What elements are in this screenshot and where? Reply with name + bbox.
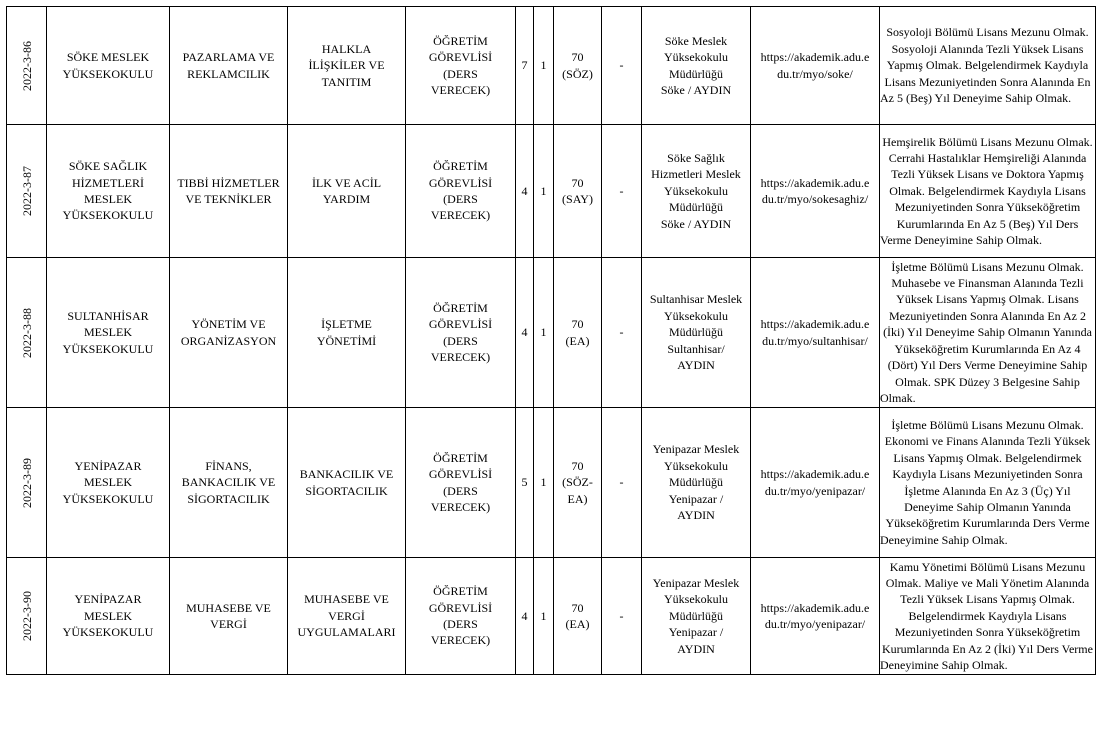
title-cell: ÖĞRETİM GÖREVLİSİ (DERS VERECEK) bbox=[406, 258, 516, 408]
department-cell: MUHASEBE VE VERGİ bbox=[170, 558, 288, 675]
posting-code: 2022-3-88 bbox=[19, 307, 34, 358]
ales-cell: 70 (EA) bbox=[554, 558, 602, 675]
grade-cell: 4 bbox=[516, 558, 534, 675]
table-row bbox=[7, 408, 1096, 558]
other-cell: - bbox=[602, 408, 642, 558]
title-cell: ÖĞRETİM GÖREVLİSİ (DERS VERECEK) bbox=[406, 408, 516, 558]
table-row bbox=[7, 7, 1096, 125]
office-cell: Yenipazar Meslek Yüksekokulu Müdürlüğü Yenipazar / AYDIN bbox=[642, 558, 751, 675]
ales-cell: 70 (SAY) bbox=[554, 125, 602, 258]
posting-code-cell bbox=[7, 125, 47, 258]
ales-cell: 70 (SÖZ- EA) bbox=[554, 408, 602, 558]
posting-code-cell bbox=[7, 558, 47, 675]
job-postings-table bbox=[6, 6, 1096, 675]
posting-code: 2022-3-89 bbox=[19, 457, 34, 508]
url-cell[interactable]: https://akademik.adu.e du.tr/myo/soke/ bbox=[751, 7, 880, 125]
table-row bbox=[7, 125, 1096, 258]
count-cell: 1 bbox=[534, 125, 554, 258]
posting-code: 2022-3-90 bbox=[19, 591, 34, 641]
posting-code-cell bbox=[7, 258, 47, 408]
url-cell[interactable]: https://akademik.adu.e du.tr/myo/yenipazar/ bbox=[751, 558, 880, 675]
grade-cell: 7 bbox=[516, 7, 534, 125]
program-cell: MUHASEBE VE VERGİ UYGULAMALARI bbox=[288, 558, 406, 675]
posting-code-cell bbox=[7, 7, 47, 125]
url-cell[interactable]: https://akademik.adu.e du.tr/myo/yenipazar/ bbox=[751, 408, 880, 558]
other-cell: - bbox=[602, 125, 642, 258]
unit-cell: YENİPAZAR MESLEK YÜKSEKOKULU bbox=[47, 408, 170, 558]
requirements-cell: Sosyoloji Bölümü Lisans Mezunu Olmak. Sosyoloji Alanında Tezli Yüksek Lisans Yapmış Olmak. Belgelendirmek Kaydıyla Lisans Mezuniyetinden Sonra Alanında En Az 5 (Beş) Yıl Deneyime Sahip Olmak. bbox=[880, 7, 1096, 125]
posting-code: 2022-3-86 bbox=[19, 40, 34, 91]
title-cell: ÖĞRETİM GÖREVLİSİ (DERS VERECEK) bbox=[406, 125, 516, 258]
url-cell[interactable]: https://akademik.adu.e du.tr/myo/sultanhisar/ bbox=[751, 258, 880, 408]
office-cell: Söke Meslek Yüksekokulu Müdürlüğü Söke / AYDIN bbox=[642, 7, 751, 125]
office-cell: Yenipazar Meslek Yüksekokulu Müdürlüğü Yenipazar / AYDIN bbox=[642, 408, 751, 558]
department-cell: YÖNETİM VE ORGANİZASYON bbox=[170, 258, 288, 408]
requirements-cell: İşletme Bölümü Lisans Mezunu Olmak. Ekonomi ve Finans Alanında Tezli Yüksek Lisans Yapmış Olmak. Belgelendirmek Kaydıyla Lisans Mezuniyetinden Sonra İşletme Alanında En Az 3 (Üç) Yıl Deneyime Sahip Olmanın Yanında Yükseköğretim Kurumlarında Ders Verme Deneyimine Sahip Olmak. bbox=[880, 408, 1096, 558]
count-cell: 1 bbox=[534, 7, 554, 125]
url-cell[interactable]: https://akademik.adu.e du.tr/myo/sokesaghiz/ bbox=[751, 125, 880, 258]
program-cell: HALKLA İLİŞKİLER VE TANITIM bbox=[288, 7, 406, 125]
program-cell: İŞLETME YÖNETİMİ bbox=[288, 258, 406, 408]
other-cell: - bbox=[602, 7, 642, 125]
department-cell: FİNANS, BANKACILIK VE SİGORTACILIK bbox=[170, 408, 288, 558]
requirements-cell: Kamu Yönetimi Bölümü Lisans Mezunu Olmak. Maliye ve Mali Yönetim Alanında Tezli Yüksek Lisans Yapmış Olmak. Belgelendirmek Kaydıyla Lisans Mezuniyetinden Sonra Yükseköğretim Kurumlarında En Az 2 (İki) Yıl Ders Verme Deneyimine Sahip Olmak. bbox=[880, 558, 1096, 675]
unit-cell: SULTANHİSAR MESLEK YÜKSEKOKULU bbox=[47, 258, 170, 408]
other-cell: - bbox=[602, 558, 642, 675]
grade-cell: 4 bbox=[516, 125, 534, 258]
count-cell: 1 bbox=[534, 258, 554, 408]
grade-cell: 4 bbox=[516, 258, 534, 408]
ales-cell: 70 (EA) bbox=[554, 258, 602, 408]
program-cell: İLK VE ACİL YARDIM bbox=[288, 125, 406, 258]
department-cell: TIBBİ HİZMETLER VE TEKNİKLER bbox=[170, 125, 288, 258]
unit-cell: SÖKE MESLEK YÜKSEKOKULU bbox=[47, 7, 170, 125]
grade-cell: 5 bbox=[516, 408, 534, 558]
table-row bbox=[7, 258, 1096, 408]
requirements-cell: Hemşirelik Bölümü Lisans Mezunu Olmak. Cerrahi Hastalıklar Hemşireliği Alanında Tezli Yüksek Lisans ve Doktora Yapmış Olmak. Belgelendirmek Kaydıyla Lisans Mezuniyetinden Sonra Yükseköğretim Kurumlarında En Az 5 (Beş) Yıl Ders Verme Deneyimine Sahip Olmak. bbox=[880, 125, 1096, 258]
table-row bbox=[7, 558, 1096, 675]
unit-cell: YENİPAZAR MESLEK YÜKSEKOKULU bbox=[47, 558, 170, 675]
program-cell: BANKACILIK VE SİGORTACILIK bbox=[288, 408, 406, 558]
count-cell: 1 bbox=[534, 408, 554, 558]
requirements-cell: İşletme Bölümü Lisans Mezunu Olmak. Muhasebe ve Finansman Alanında Tezli Yüksek Lisans Yapmış Olmak. Lisans Mezuniyetinden Sonra Alanında En Az 2 (İki) Yıl Deneyime Sahip Olmanın Yanında Yükseköğretim Kurumlarında En Az 4 (Dört) Yıl Ders Verme Deneyimine Sahip Olmak. SPK Düzey 3 Belgesine Sahip Olmak. bbox=[880, 258, 1096, 408]
ales-cell: 70 (SÖZ) bbox=[554, 7, 602, 125]
department-cell: PAZARLAMA VE REKLAMCILIK bbox=[170, 7, 288, 125]
title-cell: ÖĞRETİM GÖREVLİSİ (DERS VERECEK) bbox=[406, 558, 516, 675]
unit-cell: SÖKE SAĞLIK HİZMETLERİ MESLEK YÜKSEKOKULU bbox=[47, 125, 170, 258]
posting-code: 2022-3-87 bbox=[19, 166, 34, 216]
office-cell: Söke Sağlık Hizmetleri Meslek Yüksekokulu Müdürlüğü Söke / AYDIN bbox=[642, 125, 751, 258]
other-cell: - bbox=[602, 258, 642, 408]
office-cell: Sultanhisar Meslek Yüksekokulu Müdürlüğü Sultanhisar/ AYDIN bbox=[642, 258, 751, 408]
title-cell: ÖĞRETİM GÖREVLİSİ (DERS VERECEK) bbox=[406, 7, 516, 125]
count-cell: 1 bbox=[534, 558, 554, 675]
posting-code-cell bbox=[7, 408, 47, 558]
